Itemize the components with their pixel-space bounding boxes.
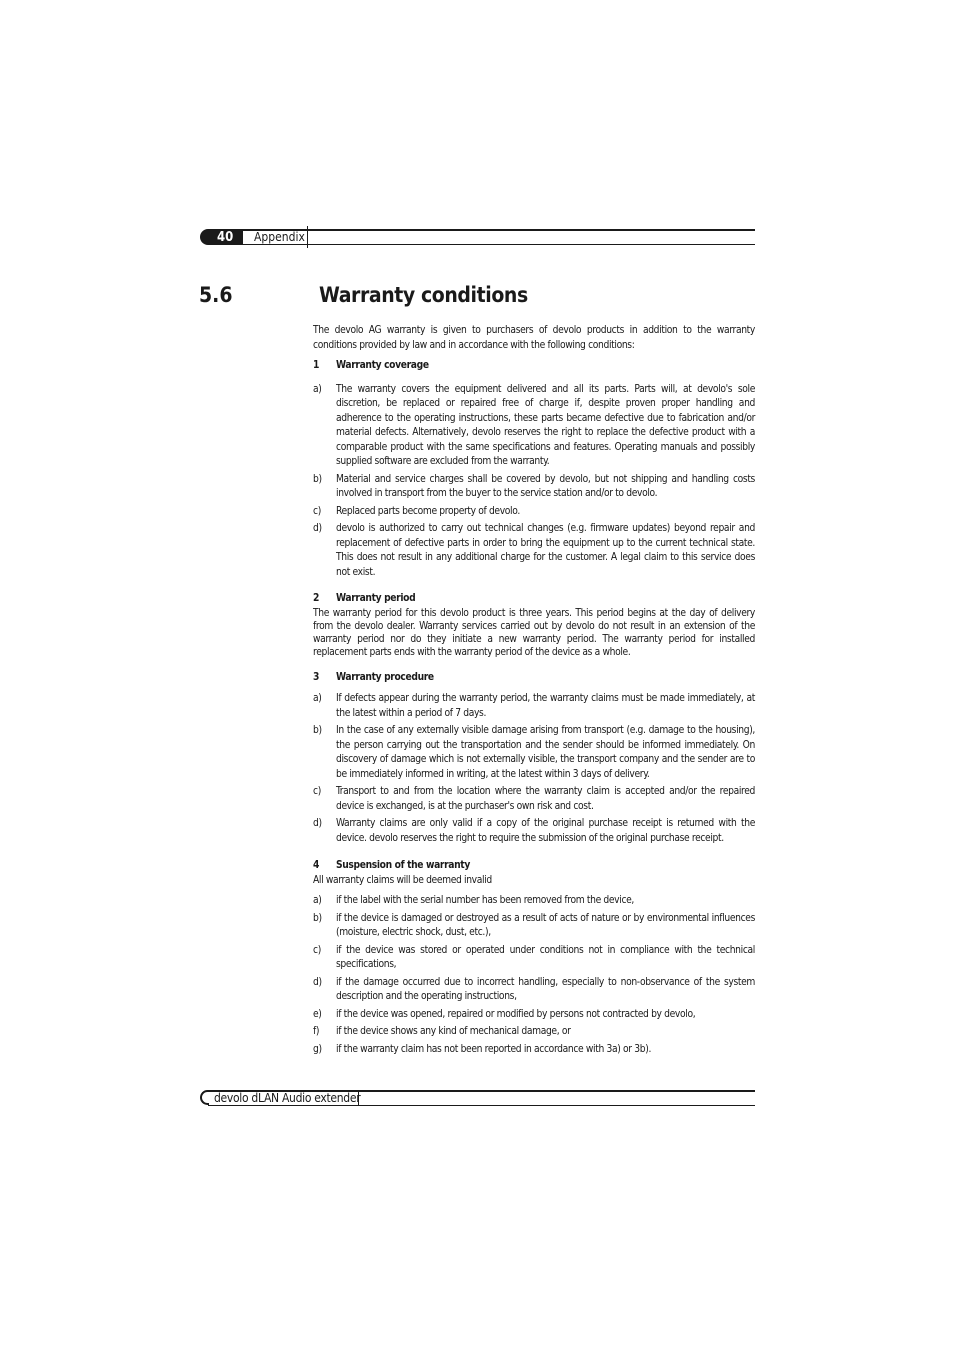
list-item-text: devolo is authorized to carry out technical changes (e.g. firmware updates) beyond repair and replacement of defective parts in order to bring the equipment up to the current technical state. This does not result in any additional charge for the customer. A legal claim to this service does not exist. — [336, 523, 755, 578]
list-marker: d) — [313, 523, 322, 534]
list-item-text: if the device is damaged or destroyed as a result of acts of nature or by environmental influences (moisture, electric shock, dust, etc.), — [336, 912, 755, 938]
section-heading — [313, 671, 755, 686]
list-item — [313, 1043, 755, 1058]
list-marker: a) — [313, 383, 322, 395]
list-item — [313, 724, 755, 782]
section-paragraph: The warranty period for this devolo product is three years. This period begins at the day of delivery from the devolo dealer. Warranty services carried out by devolo do not result in an extension of the warranty period nor do they initiate a new warranty period. The warranty period for installed replacement parts ends with the warranty period of the device as a whole. — [313, 607, 755, 658]
list-item-text: Material and service charges shall be covered by devolo, but not shipping and handling costs involved in transport from the buyer to the service station and/or to devolo. — [336, 473, 755, 499]
list-item — [313, 894, 755, 909]
document-body — [313, 324, 755, 1057]
list-marker: a) — [313, 693, 322, 704]
list — [313, 894, 755, 1057]
list-marker: d) — [313, 818, 322, 829]
running-header — [200, 228, 755, 248]
list-marker: c) — [313, 505, 321, 517]
list-item-text: If defects appear during the warranty period, the warranty claims must be made immediately, at the latest within a period of 7 days. — [336, 693, 755, 719]
list-item — [313, 976, 755, 1005]
list-item-text: The warranty covers the equipment delivered and all its parts. Parts will, at devolo's sole discretion, be replaced or repaired free of charge if, despite proven proper handling and adherence to the operating instructions, these parts became defective due to fabrication and/or material defects. Alternatively, devolo reserves the right to replace the defective product with a comparable product with the same specifications and features. Operating manuals and possibly supplied software are excluded from the warranty. — [336, 383, 755, 467]
header-section-name: Appendix — [254, 230, 305, 244]
list — [313, 692, 755, 846]
list-item — [313, 1008, 755, 1023]
page-number: 40 — [217, 230, 234, 245]
header-line-bottom — [308, 244, 755, 245]
list-marker: c) — [313, 944, 321, 956]
list-item — [313, 785, 755, 814]
section-heading-text: Warranty period — [336, 593, 416, 604]
list-item-text: Transport to and from the location where the warranty claim is accepted and/or the repaired device is exchanged, is at the purchaser's own risk and cost. — [336, 786, 755, 812]
intro-paragraph: The devolo AG warranty is given to purchasers of devolo products in addition to the warranty conditions provided by law and in accordance with the following conditions: — [313, 325, 755, 351]
section-heading — [313, 859, 755, 874]
section-heading-number: 1 — [313, 360, 320, 371]
section-heading-text: Warranty coverage — [336, 360, 429, 371]
list-item-text: if the warranty claim has not been reported in accordance with 3a) or 3b). — [336, 1043, 652, 1055]
section-heading-text: Suspension of the warranty — [336, 860, 470, 871]
list — [313, 383, 755, 581]
section-heading — [313, 359, 755, 374]
list-item — [313, 505, 755, 520]
list-item — [313, 944, 755, 973]
list-item-text: Replaced parts become property of devolo. — [336, 505, 520, 517]
section-heading-number: 4 — [313, 860, 320, 871]
list-marker: d) — [313, 976, 322, 988]
list-item-text: if the device was opened, repaired or modified by persons not contracted by devolo, — [336, 1008, 696, 1020]
list-item-text: if the device shows any kind of mechanical damage, or — [336, 1026, 571, 1037]
section-number: 5.6 — [199, 283, 233, 307]
section-heading-number: 2 — [313, 593, 320, 604]
list-item-text: Warranty claims are only valid if a copy of the original purchase receipt is returned with the device. devolo reserves the right to require the submission of the original purchase receipt. — [336, 818, 755, 844]
list-item-text: if the label with the serial number has been removed from the device, — [336, 895, 634, 906]
list-item — [313, 383, 755, 470]
list-marker: a) — [313, 895, 322, 906]
list-marker: e) — [313, 1008, 322, 1020]
list-item-text: In the case of any externally visible damage arising from transport (e.g. damage to the housing), the person carrying out the transportation and the sender should be informed immediately. On discovery of damage which is not externally visible, the transport company and the sender are to be immediately informed in writing, at the latest within 3 days of delivery. — [336, 725, 755, 780]
list-item — [313, 473, 755, 502]
list-marker: b) — [313, 912, 322, 924]
footer-divider — [358, 1090, 359, 1106]
list-marker: g) — [313, 1043, 322, 1055]
footer-product-name: devolo dLAN Audio extender — [214, 1091, 361, 1105]
list-item — [313, 1025, 755, 1040]
list-marker: f) — [313, 1026, 320, 1037]
list-marker: c) — [313, 786, 321, 797]
section-paragraph: All warranty claims will be deemed invalid — [313, 874, 492, 886]
running-footer — [200, 1089, 755, 1109]
header-line-top — [308, 229, 755, 231]
list-item — [313, 817, 755, 846]
list-marker: b) — [313, 725, 322, 736]
list-item-text: if the damage occurred due to incorrect handling, especially to non-observance of the system description and the operating instructions, — [336, 976, 755, 1002]
section-heading-text: Warranty procedure — [336, 671, 434, 683]
section-heading-number: 3 — [313, 671, 320, 683]
footer-tab-cap — [200, 1090, 209, 1105]
section-heading — [313, 592, 755, 607]
list-item-text: if the device was stored or operated under conditions not in compliance with the technical specifications, — [336, 944, 755, 970]
list-item — [313, 522, 755, 580]
page-number-tab — [200, 229, 243, 245]
list-item — [313, 912, 755, 941]
page-title: Warranty conditions — [319, 283, 528, 307]
list-marker: b) — [313, 473, 322, 485]
list-item — [313, 692, 755, 721]
